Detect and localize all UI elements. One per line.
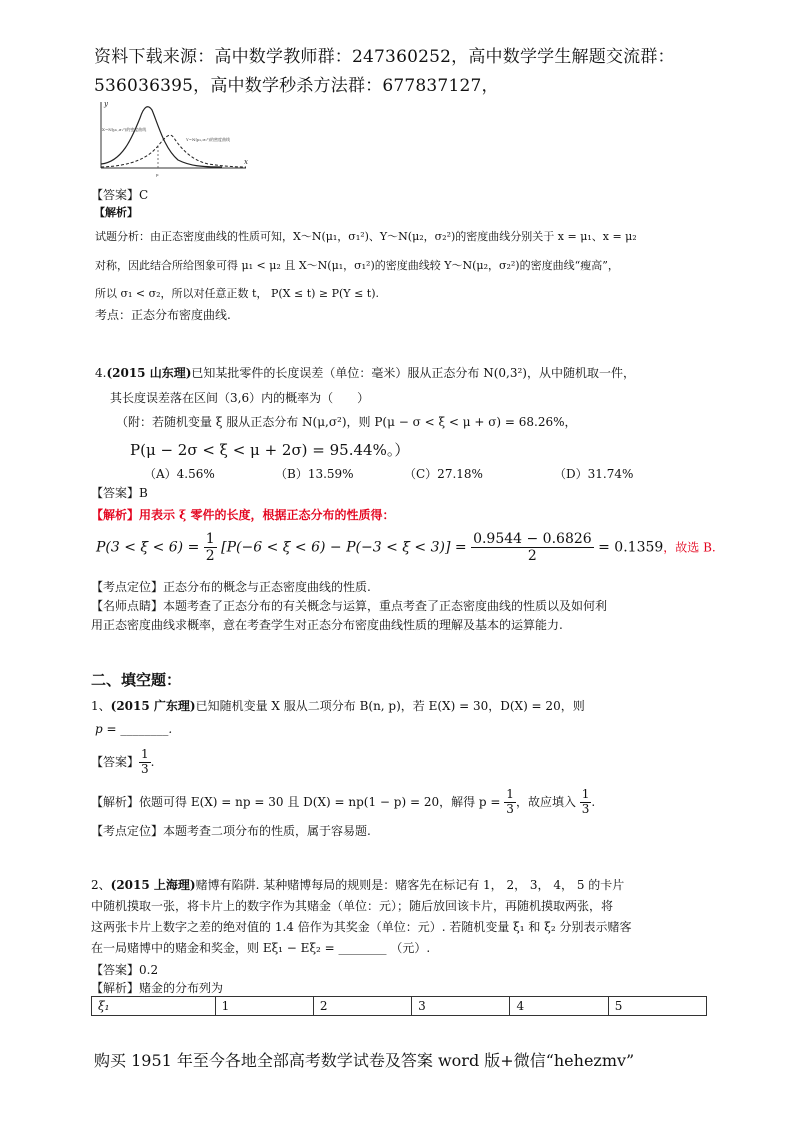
q3-analysis-line-2: 对称，因此结合所给图象可得 μ₁ < μ₂ 且 X～N(μ₁，σ₁²)的密度曲线较 Y～N(μ₂，σ₂²)的密度曲线“瘦高”，	[95, 259, 619, 272]
f1-analysis-num-2: 1	[581, 787, 590, 801]
q4-frac-den: 2	[527, 548, 537, 565]
q4-option-a: （A）4.56%	[144, 467, 215, 481]
f1-analysis-den-2: 3	[581, 801, 590, 816]
f1-source: (2015 广东理)	[110, 699, 196, 713]
curve-y-note: Y~N(μ₂,σ₂²)的密度曲线	[186, 137, 231, 142]
q3-analysis-line-3: 所以 σ₁ < σ₂，所以对任意正数 t， P(X ≤ t) ≥ P(Y ≤ t).	[95, 287, 379, 300]
f1-blank: p = ________.	[95, 722, 173, 736]
q4-option-d: （D）31.74%	[554, 467, 634, 481]
q4-frac-num: 0.9544 − 0.6826	[473, 531, 592, 547]
f1-kaodian: 【考点定位】本题考查二项分布的性质，属于容易题.	[91, 824, 371, 838]
mu-mark: μ	[156, 172, 159, 177]
table-cell: 4	[510, 997, 608, 1016]
q4-number: 4.	[95, 366, 107, 380]
f2-question	[91, 876, 624, 893]
f1-answer: 【答案】 $\frac{1}{3}$ .	[91, 747, 155, 776]
q3-kaodian: 考点：正态分布密度曲线.	[95, 308, 231, 322]
header-line-1: 资料下载来源：高中数学教师群：247360252，高中数学学生解题交流群：	[94, 47, 675, 67]
f2-stem-3: 这两张卡片上数字之差的绝对值的 1.4 倍作为其奖金（单位：元）. 若随机变量 ξ₁ 和 ξ₂ 分别表示赌客	[91, 920, 632, 934]
table-cell: 2	[313, 997, 411, 1016]
table-cell: 5	[608, 997, 706, 1016]
curve-x-note: X~N(μ₁,σ₁²)的密度曲线	[102, 127, 147, 132]
f1-analysis-frac-2	[580, 788, 592, 817]
table-cell-variable: ξ₁	[92, 997, 216, 1016]
q4-comment-2: 用正态密度曲线求概率，意在考查学生对正态分布密度曲线性质的理解及基本的运算能力.	[91, 618, 563, 632]
q4-stem-1: 已知某批零件的长度误差（单位：毫米）服从正态分布 N(0,3²)，从中随机取一件，	[191, 366, 635, 380]
f1-analysis-frac-1	[504, 788, 516, 817]
table-cell: 1	[215, 997, 313, 1016]
f1-analysis-a: 【解析】依题可得 E(X) = np = 30 且 D(X) = np(1 − p) = 20，解得 p =	[91, 794, 501, 809]
q4-formula-fraction	[471, 531, 594, 564]
q3-answer: 【答案】C	[91, 188, 149, 202]
table-row	[92, 997, 707, 1016]
f1-number: 1、	[91, 699, 111, 713]
f1-stem: 已知随机变量 X 服从二项分布 B(n, p)，若 E(X) = 30，D(X) = 20，则	[195, 699, 585, 713]
q4-formula	[96, 531, 716, 564]
q4-half-den: 2	[205, 548, 215, 565]
f1-analysis-num-1: 1	[506, 787, 514, 801]
f1-analysis: 【解析】依题可得 E(X) = np = 30 且 D(X) = np(1 − p) = 20，解得 p = $\frac{1}{3}$ ，故应填入 $\frac{1}{3}$ .	[91, 787, 596, 816]
header-line-2: 536036395，高中数学秒杀方法群：677837127，	[94, 76, 499, 96]
q4-formula-end: ，故选 B.	[663, 540, 716, 555]
q4-comment-1: 【名师点睛】本题考查了正态分布的有关概念与运算，重点考查了正态密度曲线的性质以及如何利	[91, 599, 608, 613]
section-title: 二、填空题：	[91, 671, 182, 689]
q4-analysis: 【解析】用表示 ξ 零件的长度，根据正态分布的性质得：	[91, 508, 395, 522]
footer-text: 购买 1951 年至今各地全部高考数学试卷及答案 word 版+微信“hehezmv”	[94, 1051, 635, 1070]
y-axis-label: y	[104, 100, 108, 108]
f1-answer-fraction	[139, 748, 151, 777]
f2-source: (2015 上海理)	[110, 878, 196, 892]
f2-answer: 【答案】0.2	[91, 963, 159, 977]
f1-analysis-den-1: 3	[506, 801, 514, 816]
q4-formula-left: P(3 < ξ < 6) =	[96, 539, 200, 556]
f2-stem-1: 赌博有陷阱. 某种赌博每局的规则是：赌客先在标记有 1， 2， 3， 4， 5 的卡片	[195, 878, 625, 892]
q4-stem-2: 其长度误差落在区间（3,6）内的概率为（ ）	[110, 391, 370, 405]
q4-option-c: （C）27.18%	[404, 467, 483, 481]
f2-number: 2、	[91, 878, 111, 892]
q3-analysis-line-1: 试题分析：由正态密度曲线的性质可知，X～N(μ₁，σ₁²)、Y～N(μ₂，σ₂²)的密度曲线分别关于 x = μ₁、x = μ₂	[95, 230, 637, 243]
q4-formula-mid: [P(−6 < ξ < 6) − P(−3 < ξ < 3)] =	[221, 539, 467, 556]
f1-answer-den: 3	[141, 761, 149, 776]
f1-question	[91, 697, 585, 714]
f1-analysis-b: ，故应填入	[515, 794, 576, 809]
f2-stem-4: 在一局赌博中的赌金和奖金，则 Eξ₁ − Eξ₂ = ________ （元）.	[91, 941, 431, 955]
f1-answer-num: 1	[141, 747, 149, 761]
q4-formula-result: = 0.1359	[598, 539, 664, 556]
q4-hint-1: （附：若随机变量 ξ 服从正态分布 N(μ,σ²)，则 P(μ − σ < ξ < μ + σ) = 68.26%，	[116, 415, 577, 429]
q4-half-num: 1	[205, 531, 215, 547]
table-cell: 3	[412, 997, 510, 1016]
f2-analysis: 【解析】赌金的分布列为	[91, 981, 224, 995]
q3-analysis-label: 【解析】	[94, 206, 138, 219]
q4-option-b: （B）13.59%	[275, 467, 354, 481]
q4-answer: 【答案】B	[91, 486, 148, 500]
q4-source: (2015 山东理)	[106, 366, 192, 380]
q4-formula-half	[204, 531, 217, 564]
distribution-table	[91, 996, 707, 1016]
normal-density-figure	[92, 98, 252, 180]
f1-answer-label: 【答案】	[91, 754, 140, 769]
x-axis-label: x	[244, 158, 248, 166]
q4-kaodian: 【考点定位】正态分布的概念与正态密度曲线的性质.	[91, 580, 371, 594]
q4-question	[95, 364, 635, 381]
q4-hint-2: P(μ − 2σ < ξ < μ + 2σ) = 95.44%。）	[130, 441, 410, 459]
f2-stem-2: 中随机摸取一张，将卡片上的数字作为其赌金（单位：元）；随后放回该卡片，再随机摸取两张，将	[91, 899, 614, 913]
